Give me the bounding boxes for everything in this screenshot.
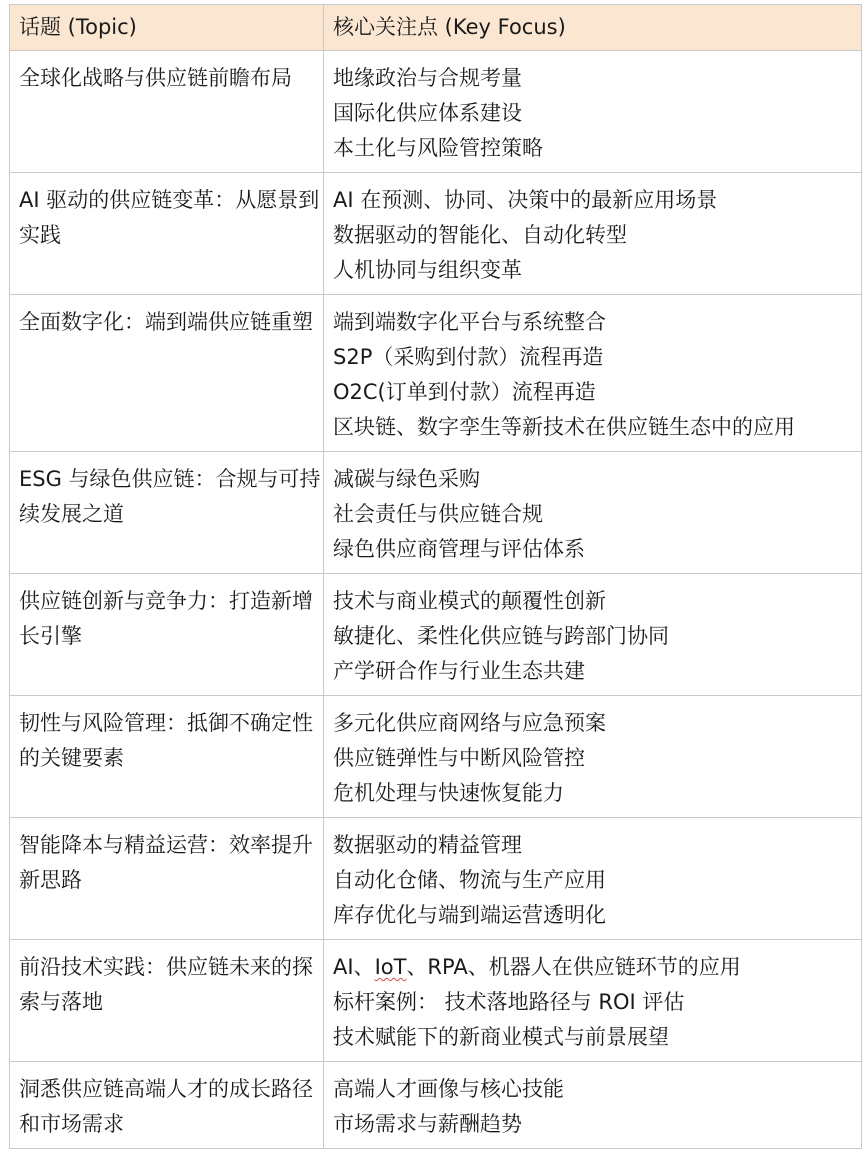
key-focus-item: 减碳与绿色采购: [333, 467, 480, 491]
key-focus-cell: [324, 696, 862, 818]
topic-cell: ESG 与绿色供应链：合规与可持续发展之道: [10, 452, 324, 574]
topic-cell: 洞悉供应链高端人才的成长路径和市场需求: [10, 1062, 324, 1149]
key-focus-cell: [324, 1062, 862, 1149]
topic-cell: AI 驱动的供应链变革：从愿景到实践: [10, 173, 324, 295]
key-focus-item: 技术赋能下的新商业模式与前景展望: [333, 1025, 669, 1049]
table-row: [10, 696, 862, 818]
key-focus-cell: [324, 818, 862, 940]
key-focus-item: 市场需求与薪酬趋势: [333, 1112, 522, 1136]
key-focus-item: 端到端数字化平台与系统整合: [333, 310, 606, 334]
key-focus-item: 数据驱动的精益管理: [333, 833, 522, 857]
topic-cell: 韧性与风险管理：抵御不确定性的关键要素: [10, 696, 324, 818]
key-focus-item: 库存优化与端到端运营透明化: [333, 903, 606, 927]
key-focus-cell: [324, 452, 862, 574]
topics-table: [9, 4, 862, 1149]
key-focus-cell: [324, 173, 862, 295]
table-row: [10, 574, 862, 696]
table-body: [10, 51, 862, 1149]
topic-cell: 前沿技术实践：供应链未来的探索与落地: [10, 940, 324, 1062]
header-topic: 话题 (Topic): [10, 5, 324, 51]
header-key-focus: 核心关注点 (Key Focus): [324, 5, 862, 51]
key-focus-item: O2C(订单到付款）流程再造: [333, 380, 596, 404]
key-focus-item: 产学研合作与行业生态共建: [333, 659, 585, 683]
table-row: [10, 51, 862, 173]
topic-cell: 全面数字化：端到端供应链重塑: [10, 295, 324, 452]
header-row: [10, 5, 862, 51]
key-focus-item: 本土化与风险管控策略: [333, 136, 543, 160]
key-focus-item: 技术与商业模式的颠覆性创新: [333, 589, 606, 613]
topic-cell: 智能降本与精益运营：效率提升新思路: [10, 818, 324, 940]
key-focus-item: 自动化仓储、物流与生产应用: [333, 868, 606, 892]
table-row: [10, 940, 862, 1062]
key-focus-item: 多元化供应商网络与应急预案: [333, 711, 606, 735]
key-focus-item: AI 在预测、协同、决策中的最新应用场景: [333, 188, 718, 212]
key-focus-item: AI、IoT、RPA、机器人在供应链环节的应用: [333, 955, 741, 979]
key-focus-item: 供应链弹性与中断风险管控: [333, 746, 585, 770]
key-focus-item: 人机协同与组织变革: [333, 258, 522, 282]
table-row: [10, 452, 862, 574]
key-focus-item: 地缘政治与合规考量: [333, 66, 522, 90]
table-row: [10, 818, 862, 940]
table-row: [10, 1062, 862, 1149]
key-focus-item: 标杆案例： 技术落地路径与 ROI 评估: [333, 990, 685, 1014]
key-focus-item: 区块链、数字孪生等新技术在供应链生态中的应用: [333, 415, 795, 439]
key-focus-item: 绿色供应商管理与评估体系: [333, 537, 585, 561]
key-focus-item: 敏捷化、柔性化供应链与跨部门协同: [333, 624, 669, 648]
key-focus-item: 高端人才画像与核心技能: [333, 1077, 564, 1101]
key-focus-item: 危机处理与快速恢复能力: [333, 781, 564, 805]
key-focus-item: 数据驱动的智能化、自动化转型: [333, 223, 627, 247]
table-row: [10, 173, 862, 295]
topic-cell: 供应链创新与竞争力：打造新增长引擎: [10, 574, 324, 696]
topic-cell: 全球化战略与供应链前瞻布局: [10, 51, 324, 173]
key-focus-cell: [324, 295, 862, 452]
key-focus-cell: [324, 940, 862, 1062]
spellcheck-flag: IoT: [374, 955, 407, 979]
key-focus-item: 国际化供应体系建设: [333, 101, 522, 125]
key-focus-item: 社会责任与供应链合规: [333, 502, 543, 526]
key-focus-item: S2P（采购到付款）流程再造: [333, 345, 604, 369]
key-focus-cell: [324, 51, 862, 173]
table-row: [10, 295, 862, 452]
key-focus-cell: [324, 574, 862, 696]
